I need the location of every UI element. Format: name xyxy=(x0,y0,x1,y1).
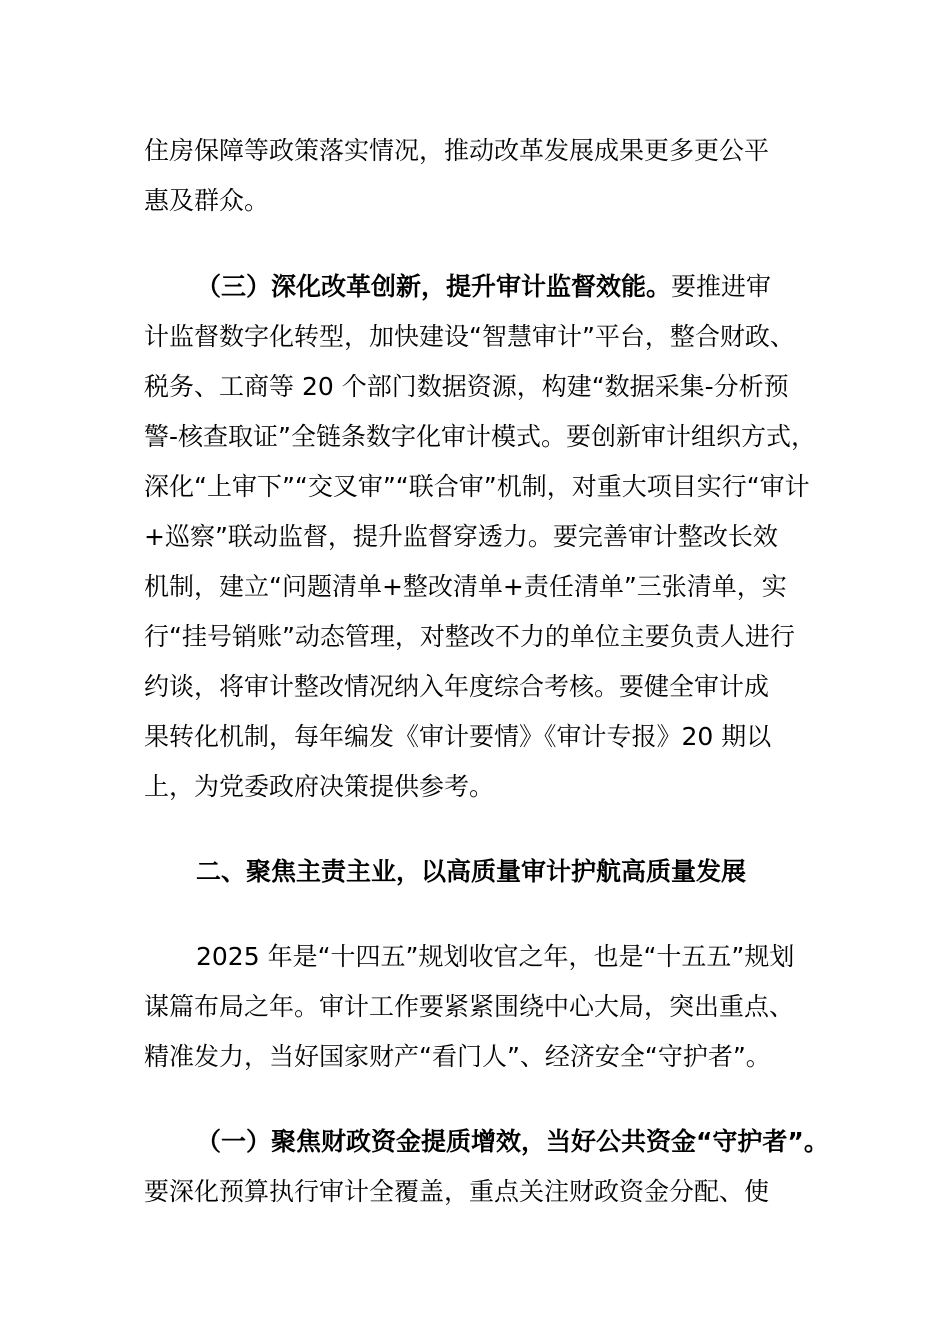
paragraph-first-line: 2025 年是“十四五”规划收官之年，也是“十五五”规划 xyxy=(196,942,795,971)
section-heading: 二、聚焦主责主业，以高质量审计护航高质量发展 xyxy=(196,857,747,886)
paragraph-first-line xyxy=(196,267,771,307)
text-line: 计监督数字化转型，加快建设“智慧审计”平台，整合财政、 xyxy=(144,322,795,351)
text-line: 精准发力，当好国家财产“看门人”、经济安全“守护者”。 xyxy=(144,1042,771,1071)
subsection-heading: （一）聚焦财政资金提质增效，当好公共资金“守护者”。 xyxy=(196,1127,829,1156)
text-line: 要深化预算执行审计全覆盖，重点关注财政资金分配、使 xyxy=(144,1177,770,1206)
text-line: 约谈，将审计整改情况纳入年度综合考核。要健全审计成 xyxy=(144,672,770,701)
text-line: 警-核查取证”全链条数字化审计模式。要创新审计组织方式， xyxy=(144,422,816,451)
subsection-heading: （三）深化改革创新，提升审计监督效能。 xyxy=(196,272,672,301)
text-line: 机制，建立“问题清单+整改清单+责任清单”三张清单，实 xyxy=(144,572,787,601)
text-line: 税务、工商等 20 个部门数据资源，构建“数据采集-分析预 xyxy=(144,372,789,401)
text-span: 要推进审 xyxy=(671,272,772,301)
text-line: 行“挂号销账”动态管理，对整改不力的单位主要负责人进行 xyxy=(144,622,795,651)
text-line: 惠及群众。 xyxy=(144,186,270,215)
text-line: 果转化机制，每年编发《审计要情》《审计专报》20 期以 xyxy=(144,722,772,751)
text-line: 住房保障等政策落实情况，推动改革发展成果更多更公平 xyxy=(144,136,770,165)
text-line: 谋篇布局之年。审计工作要紧紧围绕中心大局，突出重点、 xyxy=(144,992,795,1021)
text-line: 深化“上审下”“交叉审”“联合审”机制，对重大项目实行“审计 xyxy=(144,472,810,501)
text-line: 上，为党委政府决策提供参考。 xyxy=(144,772,495,801)
text-line: +巡察”联动监督，提升监督穿透力。要完善审计整改长效 xyxy=(144,522,778,551)
